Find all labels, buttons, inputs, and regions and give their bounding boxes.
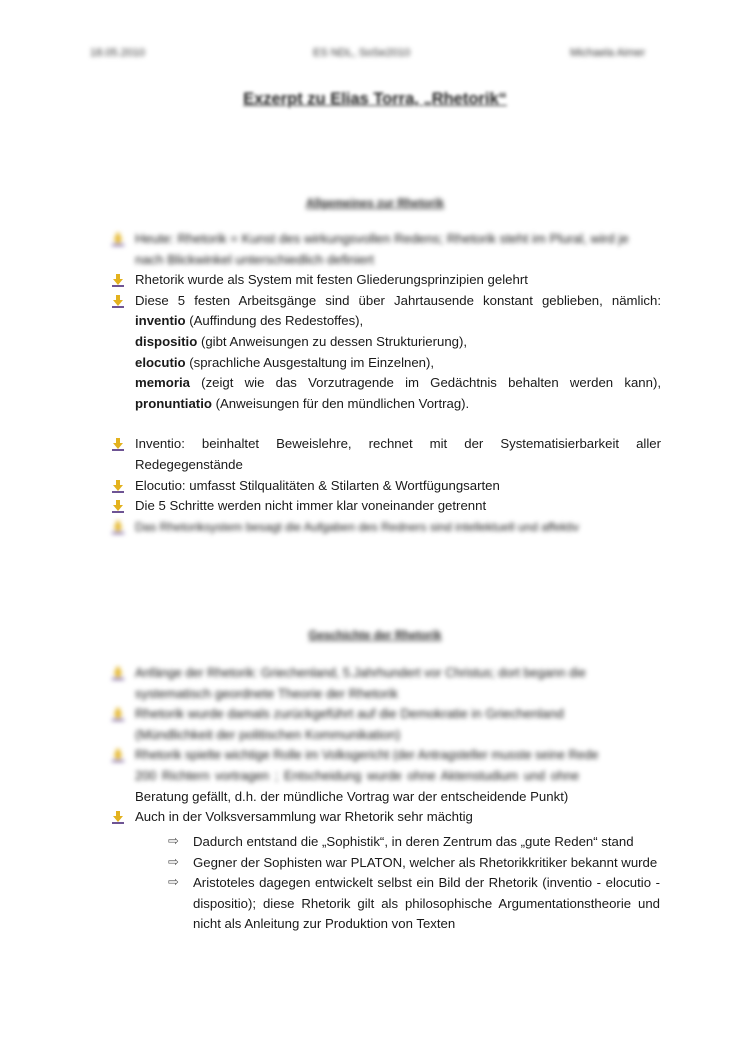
item-text: Inventio: beinhaltet Beweislehre, rechnet mit der Systematisierbarkeit aller — [135, 436, 661, 452]
arrow-bullet-icon — [111, 810, 125, 824]
section-general-list — [111, 229, 661, 537]
term-description: (sprachliche Ausgestaltung im Einzelnen), — [185, 354, 435, 370]
hollow-arrow-icon: ⇨ — [168, 854, 179, 870]
term-pronuntiatio: pronuntiatio — [135, 395, 212, 411]
item-text: (Mündlichkeit der politischen Kommunikation) — [135, 726, 401, 742]
arrow-bullet-icon — [111, 294, 125, 308]
term-line — [135, 394, 661, 415]
term-description: (Auffindung des Redestoffes), — [185, 313, 364, 329]
term-line — [135, 332, 661, 353]
item-text: Elocutio: umfasst Stilqualitäten & Stilarten & Wortfügungsarten — [135, 477, 500, 493]
item-text: Anfänge der Rhetorik: Griechenland, 5.Jahrhundert vor Christus; dort begann die — [135, 666, 586, 680]
item-text: Dadurch entstand die „Sophistik“, in deren Zentrum das „gute Reden“ stand — [193, 834, 634, 849]
list-item — [111, 270, 661, 291]
item-text: Rhetorik spielte wichtige Rolle im Volksgericht (der Antragsteller musste seine Rede — [135, 748, 599, 763]
term-dispositio: dispositio — [135, 333, 198, 349]
item-text: Rhetorik wurde damals zurückgeführt auf die Demokratie in Griechenland — [135, 706, 564, 722]
arrow-bullet-icon — [111, 437, 125, 451]
item-text: nach Blickwinkel unterschiedlich definiert — [135, 251, 374, 267]
list-item — [111, 229, 661, 270]
item-text: Aristoteles dagegen entwickelt selbst ein Bild der Rhetorik (inventio - elocutio - dispositio); diese Rhetorik gilt als philosophische Argumentationstheorie und nicht als Anleitung zur Produktion von Texten — [193, 875, 660, 932]
arrow-bullet-icon — [111, 748, 125, 762]
history-sublist — [168, 832, 660, 935]
term-line — [135, 353, 661, 374]
item-text: systematisch geordnete Theorie der Rhetorik — [135, 685, 398, 701]
section-heading-general: Allgemeines zur Rhetorik — [305, 198, 445, 210]
term-memoria: memoria — [135, 375, 190, 391]
term-line — [135, 311, 661, 332]
sub-list-item — [168, 873, 660, 935]
list-item — [111, 291, 661, 415]
arrow-bullet-icon — [111, 232, 125, 246]
arrow-bullet-icon — [111, 479, 125, 493]
item-text: 200 Richtern vortragen ; Entscheidung wurde ohne Aktenstudium und ohne — [135, 767, 580, 783]
arrow-bullet-icon — [111, 520, 125, 534]
header-date: 18.05.2010 — [90, 47, 146, 59]
arrow-bullet-icon — [111, 499, 125, 513]
term-line — [135, 373, 661, 394]
hollow-arrow-icon: ⇨ — [168, 834, 179, 849]
list-item — [111, 496, 661, 517]
term-description: (gibt Anweisungen zu dessen Strukturierung), — [197, 333, 468, 349]
item-text: Diese 5 festen Arbeitsgänge sind über Jahrtausende konstant geblieben, nämlich: — [135, 292, 661, 308]
term-inventio: inventio — [135, 313, 186, 329]
section-heading-history: Geschichte der Rhetorik — [308, 630, 442, 642]
term-description: (zeigt wie das Vorzutragende im Gedächtnis behalten werden kann), — [189, 375, 661, 391]
header-author: Michaela Aimer — [570, 47, 646, 59]
header-course: ES NDL, SoSe2010 — [313, 47, 411, 59]
document-title: Exzerpt zu Elias Torra, „Rhetorik“ — [243, 90, 507, 108]
item-text: Rhetorik wurde als System mit festen Gliederungsprinzipien gelehrt — [135, 272, 528, 288]
term-description: (Anweisungen für den mündlichen Vortrag). — [211, 395, 470, 411]
item-text: Das Rhetoriksystem besagt die Aufgaben des Redners sind intellektuell und affektiv — [135, 519, 580, 534]
item-text: Die 5 Schritte werden nicht immer klar voneinander getrennt — [135, 498, 487, 514]
list-item — [111, 517, 661, 538]
sub-list-item — [168, 853, 660, 874]
list-item — [111, 434, 661, 475]
list-item — [111, 745, 661, 807]
list-item — [111, 476, 661, 497]
arrow-bullet-icon — [111, 666, 125, 680]
item-text: Beratung gefällt, d.h. der mündliche Vortrag war der entscheidende Punkt) — [135, 788, 569, 804]
item-text: Heute: Rhetorik = Kunst des wirkungsvollen Redens; Rhetorik steht im Plural, wird je — [135, 231, 629, 246]
arrow-bullet-icon — [111, 273, 125, 287]
item-text: Redegegenstände — [135, 456, 243, 472]
sub-list-item — [168, 832, 660, 853]
list-item — [111, 704, 661, 745]
term-elocutio: elocutio — [135, 354, 186, 370]
arrow-bullet-icon — [111, 707, 125, 721]
hollow-arrow-icon: ⇨ — [168, 875, 179, 891]
item-text: Gegner der Sophisten war PLATON, welcher als Rhetorikkritiker bekannt wurde — [193, 854, 658, 870]
list-item — [111, 663, 661, 704]
list-item — [111, 807, 661, 828]
section-history-list — [111, 663, 661, 828]
item-text: Auch in der Volksversammlung war Rhetorik sehr mächtig — [135, 809, 473, 825]
